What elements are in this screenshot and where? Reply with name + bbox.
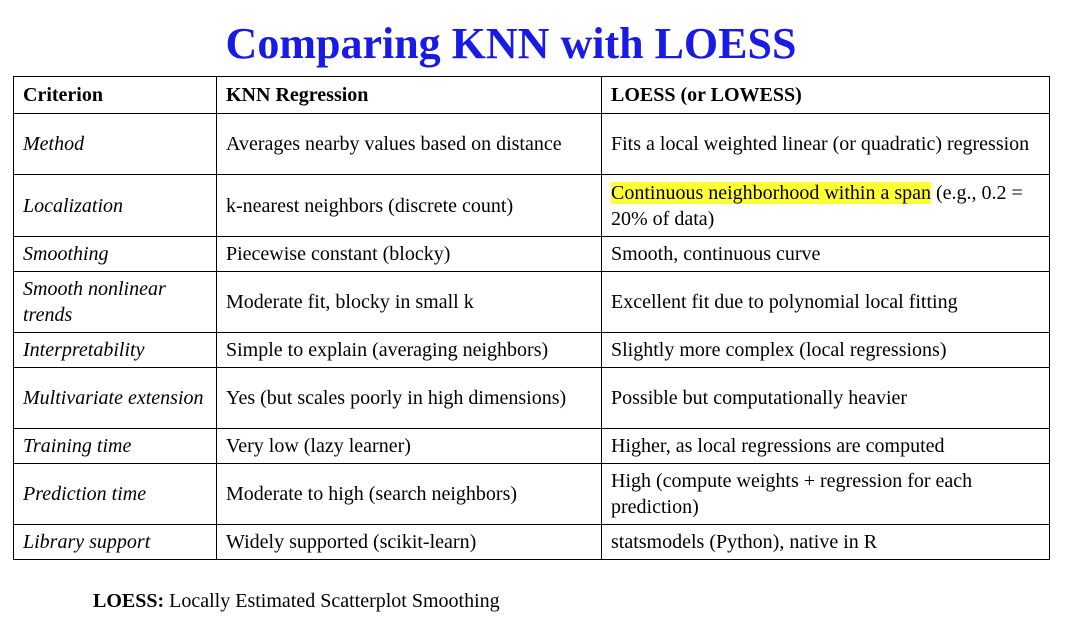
table-row — [14, 464, 1050, 525]
header-loess: LOESS (or LOWESS) — [602, 77, 1050, 114]
loess-cell — [602, 175, 1050, 237]
criterion-cell: Multivariate extension — [14, 368, 217, 429]
loess-cell: Possible but computationally heavier — [602, 368, 1050, 429]
slide-title: Comparing KNN with LOESS — [225, 19, 797, 68]
knn-cell: Moderate fit, blocky in small k — [217, 272, 602, 333]
table-row — [14, 272, 1050, 333]
table-row — [14, 114, 1050, 175]
knn-cell: Yes (but scales poorly in high dimensions) — [217, 368, 602, 429]
loess-cell: Higher, as local regressions are computed — [602, 429, 1050, 464]
knn-cell: Simple to explain (averaging neighbors) — [217, 333, 602, 368]
criterion-cell: Method — [14, 114, 217, 175]
header-knn: KNN Regression — [217, 77, 602, 114]
knn-cell: k-nearest neighbors (discrete count) — [217, 175, 602, 237]
criterion-cell: Localization — [14, 175, 217, 237]
knn-cell: Moderate to high (search neighbors) — [217, 464, 602, 525]
criterion-cell: Training time — [14, 429, 217, 464]
loess-cell: Fits a local weighted linear (or quadratic) regression — [602, 114, 1050, 175]
loess-cell-rest: (e.g., 0.2 = 20% of data) — [611, 181, 1023, 230]
knn-cell: Averages nearby values based on distance — [217, 114, 602, 175]
criterion-cell: Interpretability — [14, 333, 217, 368]
table-row — [14, 368, 1050, 429]
criterion-cell: Smooth nonlinear trends — [14, 272, 217, 333]
loess-cell: Smooth, continuous curve — [602, 237, 1050, 272]
loess-cell: statsmodels (Python), native in R — [602, 525, 1050, 560]
table-row — [14, 525, 1050, 560]
loess-cell: Excellent fit due to polynomial local fitting — [602, 272, 1050, 333]
criterion-cell: Prediction time — [14, 464, 217, 525]
comparison-table — [13, 76, 1050, 560]
footnote-term: LOESS: — [93, 590, 165, 612]
loess-cell: Slightly more complex (local regressions) — [602, 333, 1050, 368]
knn-cell: Piecewise constant (blocky) — [217, 237, 602, 272]
knn-cell: Very low (lazy learner) — [217, 429, 602, 464]
footnote — [93, 588, 500, 614]
header-criterion: Criterion — [14, 77, 217, 114]
criterion-cell: Library support — [14, 525, 217, 560]
table-row — [14, 429, 1050, 464]
table-row — [14, 237, 1050, 272]
table-row — [14, 175, 1050, 237]
footnote-text: Locally Estimated Scatterplot Smoothing — [164, 590, 500, 612]
highlighted-text: Continuous neighborhood within a span — [611, 181, 931, 204]
criterion-cell: Smoothing — [14, 237, 217, 272]
knn-cell: Widely supported (scikit-learn) — [217, 525, 602, 560]
table-row — [14, 333, 1050, 368]
table-header-row — [14, 77, 1050, 114]
loess-cell: High (compute weights + regression for each prediction) — [602, 464, 1050, 525]
